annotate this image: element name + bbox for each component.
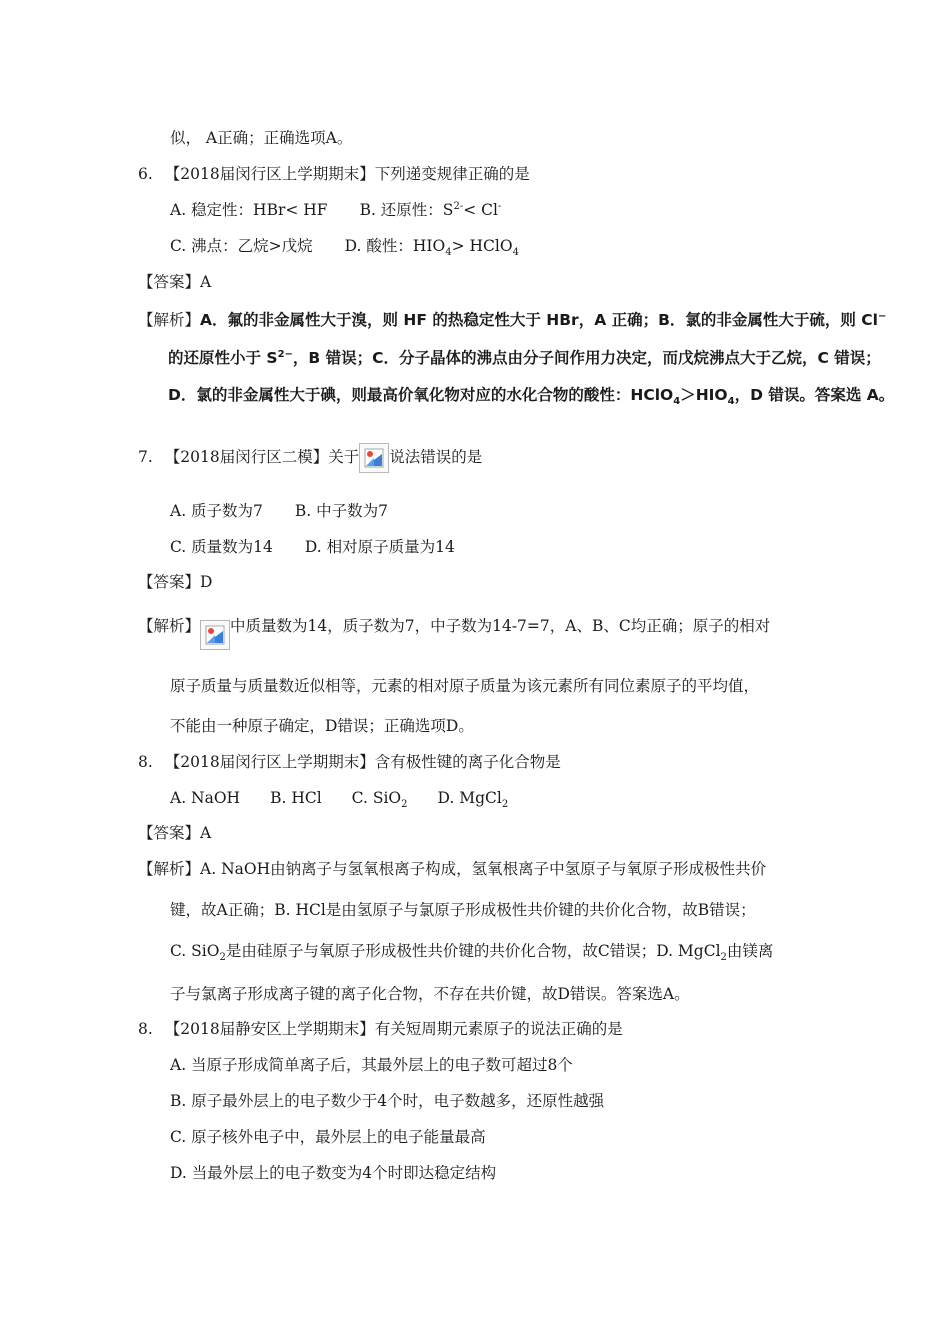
explanation-8-line3: C. SiO$_2$是由硅原子与氧原子形成极性共价键的共价化合物，故C错误；D. MgCl$_2$由镁离 [170,942,774,964]
explanation-6-line3: D．氯的非金属性大于碘，则最高价氧化物对应的水化合物的酸性：$HClO_4>HIO_4$，D 错误。答案选 A。 [168,386,895,408]
question-8-heading [138,752,561,772]
option-b: B. 还原性：$S^{2-}< Cl^-$ [359,200,502,219]
question-number: 8. [138,1020,153,1038]
question-6-options-ab [170,200,501,220]
answer-8: 【答案】A [138,824,212,842]
option-c: C. 原子核外电子中，最外层上的电子能量最高 [170,1128,486,1146]
option-a: A. 质子数为7 [170,502,263,520]
option-d: D. 当最外层上的电子数变为4个时即达稳定结构 [170,1164,497,1182]
option-b: B. 中子数为7 [294,502,389,520]
explanation-label: 【解析】 [138,617,201,635]
option-b: B. 原子最外层上的电子数少于4个时，电子数越多，还原性越强 [170,1092,605,1110]
question-source: 【2018届闵行区上学期期末】含有极性键的离子化合物是 [164,753,561,771]
question-text: 说法错误的是 [389,448,483,466]
question-6-options-cd [170,236,519,259]
option-c: C. 沸点：乙烷>戊烷 [170,237,313,255]
question-source: 【2018届闵行区上学期期末】下列递变规律正确的是 [164,165,530,183]
explanation-6-line2: 的还原性小于 $S^{2-}$，B 错误；C．分子晶体的沸点由分子间作用力决定，而戊烷沸点大于乙烷，C 错误； [168,348,881,367]
explanation-label: 【解析】 [138,311,201,329]
question-number: 7. [138,448,153,466]
explanation-7-line1: 【解析】 中质量数为14，质子数为7，中子数为14-7=7，A、B、C均正确；原子的相对 [138,612,770,642]
option-c: C. SiO$_2$ [351,789,408,811]
option-d: D. 相对原子质量为14 [304,538,455,556]
answer-7: 【答案】D [138,573,213,591]
option-a: A. 稳定性：HBr< HF [170,201,328,219]
question-number: 8. [138,753,153,771]
explanation-8-line4: 子与氯离子形成离子键的离子化合物，不存在共价键，故D错误。答案选A。 [170,985,690,1003]
explanation-8-line1: 【解析】A. NaOH由钠离子与氢氧根离子构成，氢氧根离子中氢原子与氧原子形成极性共价 [138,860,767,878]
explanation-6-line1: 【解析】A．氟的非金属性大于溴，则 HF 的热稳定性大于 HBr，A 正确；B．氯的非金属性大于硫，则 Cl− [138,310,887,329]
explanation-7-line3: 不能由一种原子确定，D错误；正确选项D。 [170,717,474,735]
answer-6: 【答案】A [138,273,212,291]
question-8-options [170,788,509,811]
question-7-options-ab [170,501,388,521]
question-number: 6. [138,165,153,183]
question-7-options-cd [170,537,455,557]
explanation-label: 【解析】 [138,860,201,878]
question-7-heading [138,443,482,473]
nuclide-image-icon [359,443,389,473]
option-a: A. NaOH [170,789,241,807]
question-source: 【2018届闵行区二模】关于 [164,448,360,466]
explanation-7-line2: 原子质量与质量数近似相等，元素的相对原子质量为该元素所有同位素原子的平均值， [170,677,760,695]
question-source: 【2018届静安区上学期期末】有关短周期元素原子的说法正确的是 [164,1020,623,1038]
option-d: D. MgCl$_2$ [437,789,509,811]
option-d: D. 酸性：$HIO_4>$ HClO$_4$ [344,237,519,259]
explanation-8-line2: 键，故A正确；B. HCl是由氢原子与氯原子形成极性共价键的共价化合物，故B错误； [170,901,756,919]
question-6-heading [138,164,530,184]
nuclide-image-icon [200,620,230,650]
question-8b-heading [138,1019,623,1039]
option-b: B. HCl [270,789,322,807]
option-a: A. 当原子形成简单离子后，其最外层上的电子数可超过8个 [170,1056,573,1074]
continued-text: 似， A正确；正确选项A。 [170,129,353,147]
option-c: C. 质量数为14 [170,538,273,556]
